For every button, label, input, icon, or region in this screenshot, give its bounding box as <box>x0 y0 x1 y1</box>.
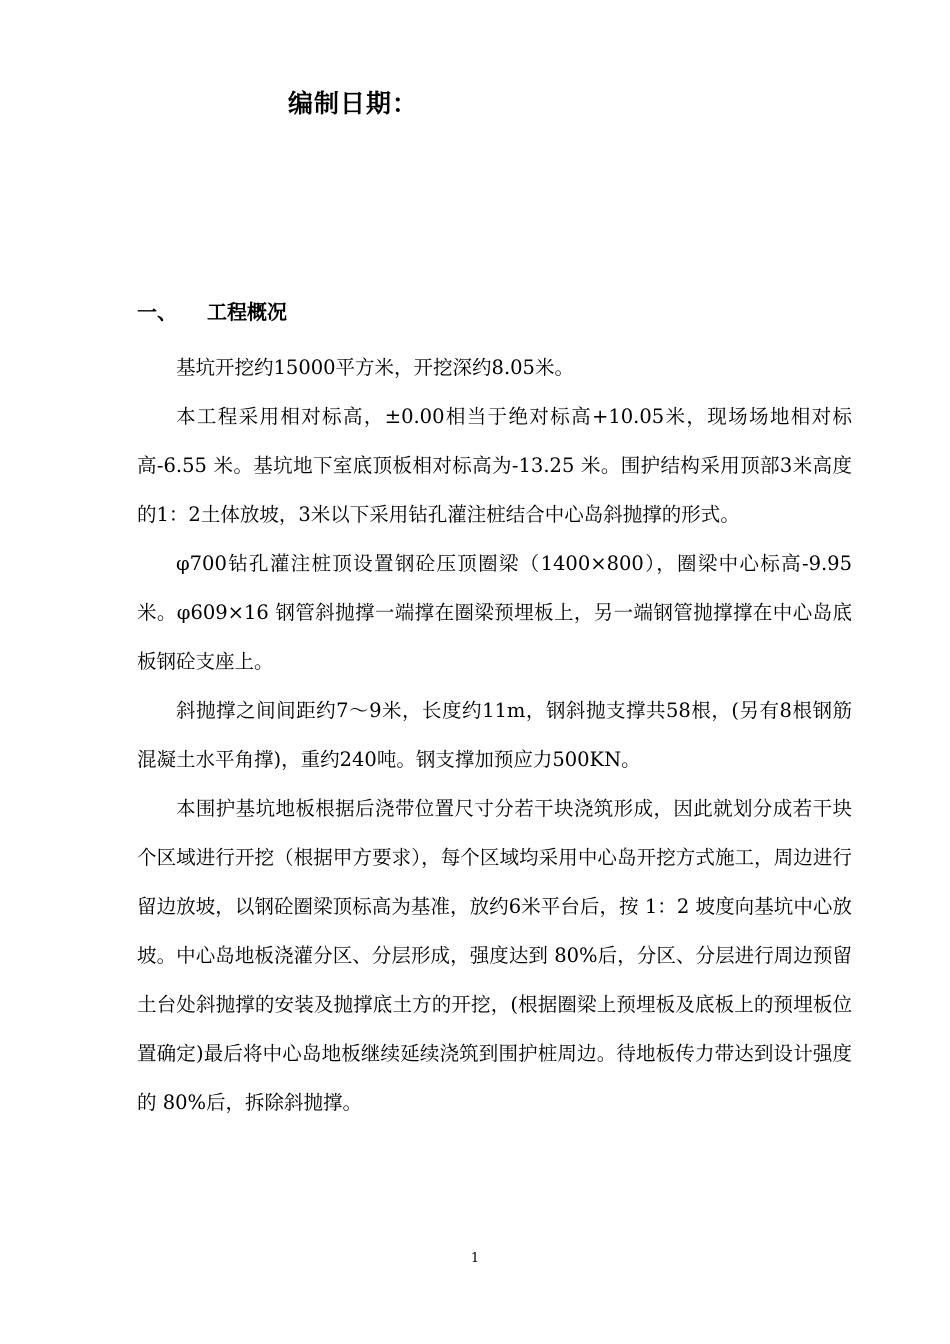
section-title: 工程概况 <box>207 300 287 324</box>
paragraph-construction-method: 本围护基坑地板根据后浇带位置尺寸分若干块浇筑形成，因此就划分成若干块个区域进行开挖（根据甲方要求），每个区域均采用中心岛开挖方式施工，周边进行留边放坡，以钢砼圈梁顶标高为基准，放约6米平台后，按 1：2 坡度向基坑中心放坡。中心岛地板浇灌分区、分层形成，强度达到 80%后，分区、分层进行周边预留土台处斜抛撑的安装及抛撑底土方的开挖，(根据圈梁上预埋板及底板上的预埋板位置确定)最后将中心岛地板继续延续浇筑到围护桩周边。待地板传力带达到设计强度的 80%后，拆除斜抛撑。 <box>137 797 852 1114</box>
paragraph-excavation-area: 基坑开挖约15000平方米，开挖深约8.05米。 <box>176 356 574 379</box>
section-number: 一、 <box>137 300 177 324</box>
paragraph-bracing: 斜抛撑之间间距约7～9米，长度约11m，钢斜抛支撑共58根，(另有8根钢筋混凝土水平角撑)，重约240吨。钢支撑加预应力500KN。 <box>137 699 852 771</box>
paragraph-pile-beam: φ700钻孔灌注桩顶设置钢砼压顶圈梁（1400×800），圈梁中心标高-9.95 米。φ609×16 钢管斜抛撑一端撑在圈梁预埋板上，另一端钢管抛撑撑在中心岛底板钢砼支座上。 <box>137 552 852 673</box>
body-text <box>137 343 852 1127</box>
paragraph-elevation: 本工程采用相对标高，±0.00相当于绝对标高+10.05米，现场场地相对标高-6.55 米。基坑地下室底顶板相对标高为-13.25 米。围护结构采用顶部3米高度的1：2土体放坡，3米以下采用钻孔灌注桩结合中心岛斜抛撑的形式。 <box>137 405 852 526</box>
page-number: 1 <box>470 1251 480 1266</box>
section-heading <box>137 296 287 325</box>
date-heading: 编制日期： <box>288 89 419 118</box>
